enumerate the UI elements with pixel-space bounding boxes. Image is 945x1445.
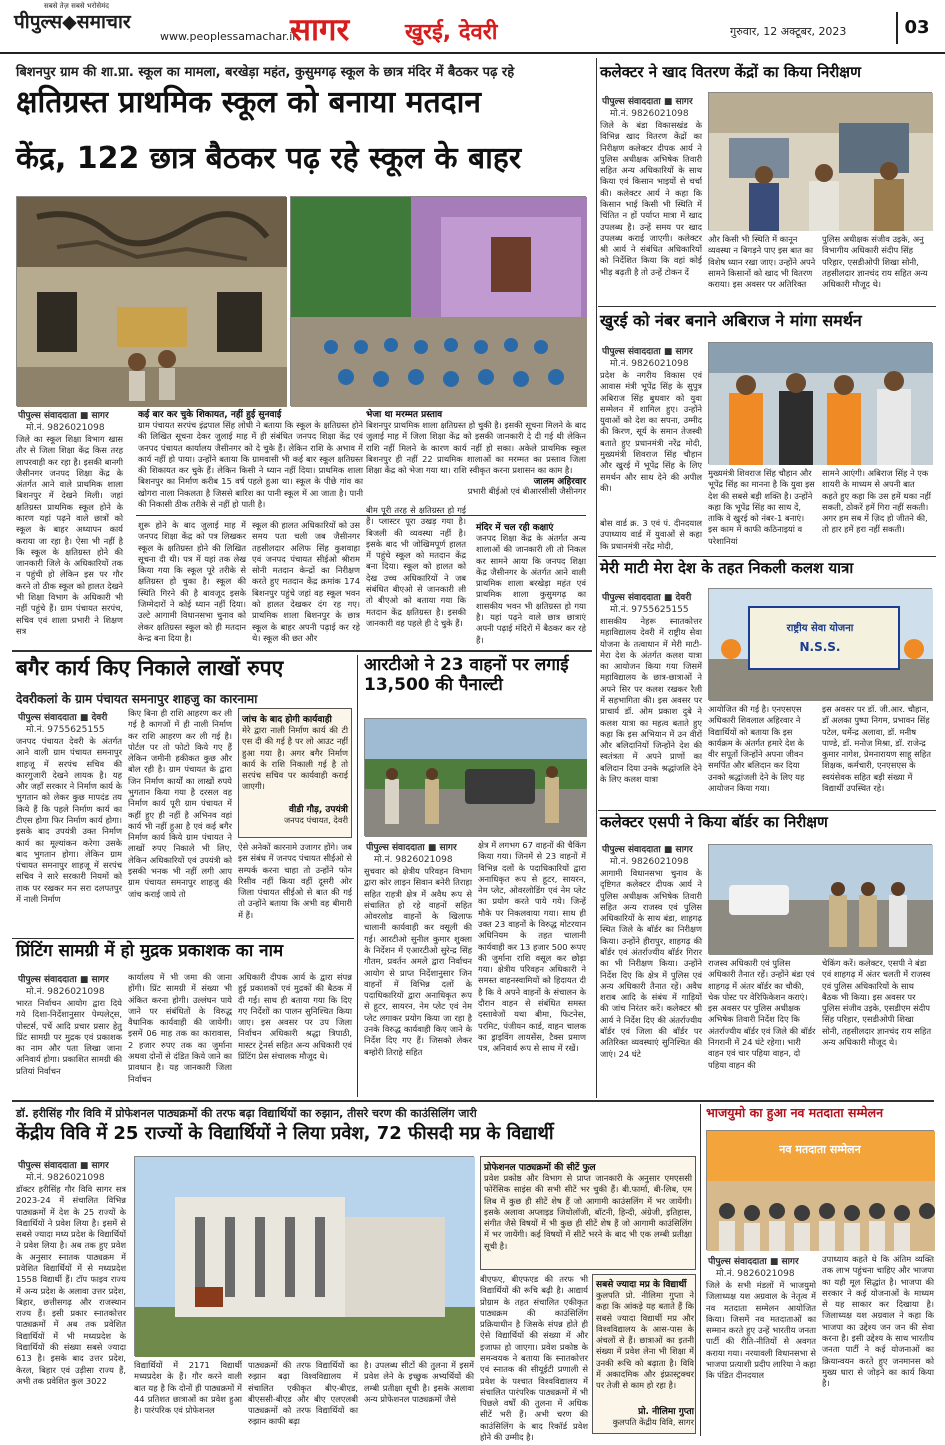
univ-kicker: डॉ. हरीसिंह गौर विवि में प्रोफेशनल पाठ्यक्रमों की तरफ बढ़ा विद्यार्थियों का रुझान, तीसरे चरण की काउंसिलिंग जारी bbox=[16, 1107, 477, 1120]
column-rule-rto bbox=[357, 655, 358, 1097]
border-mobile: मो.नं. 9826021098 bbox=[610, 857, 689, 867]
students-outside-photo bbox=[290, 196, 586, 406]
mati-col-1: शासकीय नेहरू स्नातकोत्तर महाविद्यालय देवरी में राष्ट्रीय सेवा योजना के तत्वाधान में मेरी माटी-मेरा देश के अंतर्गत कलश यात्रा का आयोजन किया गया जिसमें महाविद्यालय के छात्र-छात्राओं ने अपने सिर पर कलश रखकर रैली में सहभागिता की। इस अवसर पर प्राचार्य डॉ. ओम प्रकाश दुबे ने कलश यात्रा का महत्व बताते हुए कहा कि इस अभियान में उन वीरों और बलिदानियों जिन्होंने देश की स्वतंत्रता में अपने प्राणों का बलिदान दिया उनके श्रद्धांजलि देने के लिए कलश यात्रा bbox=[600, 616, 702, 784]
univ-headline: केंद्रीय विवि में 25 राज्यों के विद्यार्थियों ने लिया प्रवेश, 72 फीसदी मप्र के विद्यार्थी bbox=[16, 1123, 554, 1144]
bhajyumo-mobile: मो.नं. 9826021098 bbox=[716, 1269, 795, 1279]
border-headline: कलेक्टर एसपी ने किया बॉर्डर का निरीक्षण bbox=[600, 813, 828, 831]
rto-col-2: क्षेत्र में लगभग 67 वाहनों की चैकिंग किया गया। जिनमें से 23 वाहनों में विभिन्न दलों के पदाधिकारियों द्वारा अनाधिकृत रूप से हूटर, सायरन, नेम प्लेट, ओवरलोडिंग एवं नेम प्लेट का प्रयोग करते पाये गये। जिन्हें मौके पर निकलवाया गया। साथ ही उक्त 23 वाहनों के विरुद्ध मोटरयान अधिनियम के तहत चालानी कार्यवाही कर 13 हजार 500 रूपए की जुर्माना राशि वसूल कर छोड़ा गया। क्षेत्रीय परिवहन अधिकारी ने समस्त वाहनस्वामियों को हिदायत दी है कि वे अपने वाहनों के संचालन के दौरान वाहन से संबंधित समस्त दस्तावेजों यथा बीमा, फिटनेस, परमिट, पंजीयन कार्ड, वाहन चालक का ड्राइविंग लायसेंस, टैक्स प्रमाण पत्र, अनिवार्य रूप से साथ में रखें। bbox=[478, 840, 586, 1054]
page-number: 03 bbox=[896, 12, 936, 44]
border-col-1: आगामी विधानसभा चुनाव के दृष्टिगत कलेक्टर दीपक आर्य ने पुलिस अधीक्षक अभिषेक तिवारी सहित अन्य राजस्व एवं पुलिस अधिकारियों के साथ बंडा, शाहगढ़ स्थित जिले के बॉर्डर का निरीक्षण किया। उन्होंने हीरापुर, शाहगढ़ की बॉर्डर एवं अंतर्राज्यीय बॉर्डर गिरार का भी निरीक्षण किया। उन्होंने निर्देश दिए कि क्षेत्र में पुलिस एवं अन्य अधिकारी तैनात रहें। अवैध शराब आदि के संबंध में गाड़ियों की जांच निरंतर करें। कलेक्टर श्री आर्य ने निर्देश दिए की अंतर्राज्यीय बॉर्डर एवं जिला की बॉर्डर पर अतिरिक्त व्यवस्थाएं सुनिश्चित की जाएं। 24 घंटे bbox=[600, 868, 702, 1059]
lead-kicker: बिशनपुर ग्राम की शा.प्रा. स्कूल का मामला, बरखेड़ा महंत, कुसुमगढ़ स्कूल के छात्र मंदिर में बैठकर पढ़ रहे bbox=[16, 65, 515, 80]
khurai-event-photo bbox=[708, 342, 932, 464]
masthead bbox=[0, 0, 945, 54]
rto-byline-text: पीपुल्स संवाददाता ■ सागर bbox=[366, 843, 457, 853]
lead-quote-name: जालम अहिरवार bbox=[533, 477, 586, 487]
univ-col-4: है। उपलब्ध सीटों की तुलना में इसमें प्रवेश लेने के इच्छुक अभ्यर्थियों की लम्बी प्रतीक्षा सूची है। इसके अलावा अन्य प्रोफेशनल पाठ्यक्रमों जैसे bbox=[364, 1360, 474, 1404]
lead-col-3b: बीम पूरी तरह से क्षतिग्रस्त हो गई हैं। प्लास्टर पूरा उखड़ गया है। बिजली की व्यवस्था नहीं है। इसके बाद भी जोखिमपूर्ण हालत में पहुंचे स्कूल को मतदान केंद्र बना दिया। स्कूल को हालत को देख उच्च अधिकारियों ने जब संबंधित बीएओ से जानकारी ली तो बीएओ को बताया गया कि मतदान केंद्र क्षतिग्रस्त है। इसकी जानकारी वह पहले ही दे चुके हैं। bbox=[366, 505, 466, 628]
khad-headline: कलेक्टर ने खाद वितरण केंद्रों का किया निरीक्षण bbox=[600, 63, 861, 81]
website: www.peoplessamachar.in bbox=[160, 30, 300, 43]
section-divider-4 bbox=[598, 556, 936, 557]
khad-byline-text: पीपुल्स संवाददाता ■ सागर bbox=[602, 97, 693, 107]
rto-checking-photo bbox=[364, 718, 586, 836]
section-divider-2 bbox=[12, 938, 354, 939]
lead-col-2c: स्कूल की हालत अधिकारियों को उस समय पता चली जब जैसीनगर तहसीलदार अलिफ सिंह कुशवाहा एवं जनपद पंचायत सीईओ श्रीराम सोनी मतदान केन्द्रों का निरीक्षण करते हुए मतदान केंद्र क्रमांक 174 बिशनपुर पहुंचे जहां वह स्कूल भवन को हालत देखकर दंग रह गए। प्राथमिक शाला बिशनपुर के छात्र स्कूल के बाहर अपनी पढ़ाई कर रहे थे। स्कूल की छत और bbox=[252, 520, 360, 643]
edition-city: सागर bbox=[290, 12, 350, 48]
border-inspection-photo bbox=[708, 844, 932, 954]
univ-mobile: मो.नं. 9826021098 bbox=[26, 1173, 105, 1183]
section-divider-bottom bbox=[12, 1100, 934, 1102]
bagair-mobile: मो.नं. 9755625155 bbox=[26, 725, 105, 735]
column-rule-right bbox=[596, 58, 597, 1098]
border-caption-2: चेकिंग करें। कलेक्टर, एसपी ने बंडा एवं शाहगढ़ में अंतर चलती में राजस्व एवं पुलिस अधिकारियों के साथ बैठक भी किया। इस अवसर पर पुलिस संजीव उइके, एसडीएम संदीप सिंह परिहार, एसडीओपी शिखा सोनी, तहसीलदार ज्ञानचंद राय सहित अन्य अधिकारी मौजूद थे। bbox=[822, 958, 932, 1047]
bhajyumo-headline: भाजयुमो का हुआ नव मतदाता सम्मेलन bbox=[706, 1105, 884, 1120]
bhajyumo-col-1: जिले के सभी मंडलों में भाजयुमो जिलाध्यक्ष यश अग्रवाल के नेतृत्व में नव मतदाता सम्मेलन आयोजित किया। जिसमें नव मतदाताओं का सम्मान करते हुए उन्हें भारतीय जनता पार्टी की रीति-नीतियों से अवगत कराया गया। नरयावली विधानसभा से भाजपा प्रत्याशी प्रदीप लारिया ने कहा कि पंडित दीनदयाल bbox=[706, 1280, 816, 1381]
univ-quote-role: कुलपति केंद्रीय विवि, सागर bbox=[612, 1417, 694, 1427]
khurai-mobile: मो.नं. 9826021098 bbox=[610, 359, 689, 369]
newspaper-logo bbox=[14, 2, 131, 34]
univ-box-2: कुलपति प्रो. नीलिमा गुप्ता ने कहा कि आंकड़े यह बताते हैं कि सबसे ज्यादा विद्यार्थी मप्र और विश्वविद्यालय के आस-पास के अंचलों से हैं। छात्राओं का इतनी संख्या में प्रवेश लेना भी शिक्षा में उनकी रूचि को बढ़ाता है। विवि में अकादमिक और इंफ्रास्ट्रक्चर पर तेजी से काम हो रहा है। bbox=[596, 1290, 694, 1391]
khad-caption-2: पुलिस अधीक्षक संजीव उइके, अनु विभागीय अधिकारी संदीप सिंह परिहार, एसडीओपी शिखा सोनी, तहसीलदार ज्ञानचंद राय सहित अन्य अधिकारी मौजूद थे। bbox=[822, 234, 928, 290]
mati-headline: मेरी माटी मेरा देश के तहत निकली कलश यात्रा bbox=[600, 559, 854, 577]
bagair-headline: बगैर कार्य किए निकाले लाखों रुपए bbox=[16, 656, 284, 680]
bagair-box-text: मेरे द्वारा नाली निर्माण कार्य की टी एस दी की गई है पर लो आउट नहीं हुआ गया है। अगर बगैर निर्माण कार्य के राशि निकाली गई है तो सरपंच सचिव पर कार्यवाही कराई जाएगी। bbox=[242, 725, 348, 792]
printing-headline: प्रिंटिंग सामग्री में हो मुद्रक प्रकाशक का नाम bbox=[16, 941, 284, 961]
rto-headline: आरटीओ ने 23 वाहनों पर लगाई 13,500 की पैनाल्टी bbox=[364, 655, 569, 695]
khurai-col-1b: बोस वार्ड क्र. 3 एवं पं. दीनदयाल उपाध्याय वार्ड में युवाओं से कहा कि प्रधानमंत्री नरेंद्र मोदी, bbox=[600, 518, 702, 551]
lead-col-3: बिशनपुर प्राथमिक शाला क्षतिग्रस्त हो चुकी है। इसकी सूचना मिलने के बाद जुलाई माह में जिला शिक्षा केंद्र को इसकी जानकारी दे दी गई थी लेकिन राशि नहीं मिलने के कारण कार्य नहीं हो सका। अकेले प्राथमिक स्कूल बिशनपुर ही नहीं 22 प्राथमिक शालाओं का मरम्मत का प्रस्ताव जिला शिक्षा केंद्र को भेजा गया था। राशि स्वीकृत करना प्रशासन का काम है। bbox=[366, 420, 586, 476]
section-divider-3 bbox=[598, 306, 936, 307]
printing-byline-text: पीपुल्स संवाददाता ■ सागर bbox=[18, 975, 109, 985]
printing-mobile: मो.नं. 9826021098 bbox=[26, 987, 105, 997]
rto-mobile: मो.नं. 9826021098 bbox=[374, 855, 453, 865]
column-rule-bottom bbox=[700, 1104, 701, 1436]
univ-quote-name: प्रो. नीलिमा गुप्ता bbox=[638, 1407, 694, 1417]
univ-col-3: पाठ्यक्रमों की तरफ विद्यार्थियों का रुझान बढ़ा विश्वविद्यालय में संचालित एकीकृत बीए-बीएड, बीएससी-बीएड और बीए एलएलबी पाठ्यक्रमों को तरफ विद्यार्थियों का रुझान काफी बढ़ा bbox=[248, 1360, 358, 1427]
printing-col-2: कार्यालय में भी जमा की जाना होंगी। प्रिंट सामग्री में संख्या भी अंकित करना होगी। उल्लंघन पाये जाने पर संबंधितों के विरुद्ध वैधानिक कार्यवाही की जायेगी। इसमें 06 माह तक का कारावास, 2 हजार रुपए तक का जुर्माना अथवा दोनों से दंडित किये जाने का प्रावधान है। यह जानकारी जिला निर्वाचन bbox=[128, 972, 232, 1084]
bhajyumo-banner: नव मतदाता सम्मेलन bbox=[779, 1143, 861, 1156]
edition-date: गुरुवार, 12 अक्टूबर, 2023 bbox=[730, 25, 847, 38]
bagair-box-name: वीडी गौड़, उपयंत्री bbox=[289, 805, 348, 815]
border-caption-1: राजस्व अधिकारी एवं पुलिस अधिकारी तैनात रहें। उन्होंने बंडा एवं शाहगढ़ में अंतर बॉर्डर का चौकी, चेक पोस्ट पर वेरिफिकेशन कराएं। इस अवसर पर पुलिस अधीक्षक अभिषेक तिवारी निर्देश दिए कि अंतर्राज्यीय बॉर्डर एवं जिले की बॉर्डर निगरानी में 24 घंटे रहेगा। भारी वाहन एवं चार पहिया वाहन, दो पहिया वाहन की bbox=[708, 958, 816, 1070]
lead-quote-role: प्रभारी बीईओ एवं बीआरसीसी जैसीनगर bbox=[467, 486, 586, 496]
university-building-photo bbox=[134, 1156, 474, 1356]
khurai-headline: खुरई को नंबर बनाने अबिराज ने मांगा समर्थन bbox=[600, 311, 862, 330]
khurai-col-1: प्रदेश के नगरीय विकास एवं आवास मंत्री भूपेंद्र सिंह के सुपुत्र अबिराज सिंह बुधवार को युवा सम्मेलन में शामिल हुए। उन्होंने युवाओं को देश का सपना, उम्मीद की किरण, सूर्य के समान तेजस्वी बताते हुए प्रधानमंत्री नरेंद्र मोदी, मुख्यमंत्री शिवराज सिंह चौहान और खुरई में भूपेंद्र सिंह के लिए समर्थन और साथ देने की अपील की। bbox=[600, 370, 702, 493]
univ-sub-2: सबसे ज्यादा मप्र के विद्यार्थी bbox=[596, 1280, 687, 1290]
bhajyumo-col-2: उपाध्याय कहते थे कि अंतिम व्यक्ति तक लाभ पहुंचना चाहिए और भाजपा का यही मूल सिद्धांत है। भाजपा की सरकार ने कई योजनाओं के माध्यम से यह साकार कर दिखाया है। जिलाध्यक्ष यश अग्रवाल ने कहा कि भाजपा का उद्देश्य जन जन की सेवा करना है। इसी उद्देश्य के साथ भारतीय जनता पार्टी ने कई योजनाओं का क्रियान्वयन करते हुए जनमानस को मुख्य धारा से जोड़ने का कार्य किया है। bbox=[822, 1254, 934, 1389]
khad-inspection-photo bbox=[708, 92, 932, 230]
section-divider-5 bbox=[598, 810, 936, 811]
logo-text: पीपुल्स◆समाचार bbox=[14, 11, 131, 33]
khad-caption-1: और किसी भी स्थिति में कानून व्यवस्था न बिगड़ने पाए इस बात का विशेष ध्यान रखा जाए। उन्होंने अपने सामने किसानों को खाद भी वितरण कराया। इस अवसर पर अतिरिक्त bbox=[708, 234, 816, 290]
lead-divider bbox=[136, 515, 586, 516]
rto-col-1: सुचवार को क्षेत्रीय परिवहन विभाग द्वारा कोर लाइन सिवान बनेरी तिराहा सहित राहत्री क्षेत्र में अवैध रूप से संचालित हो रहे वाहनों सहित ओवरलोड वाहनों के खिलाफ चालानी कार्यवाही कर वसूली की गई। आरटीओ सुनील कुमार शुक्ला के निर्देशन में एआरटीओ सुरेन्द्र सिंह गौतम, प्रवर्तन अमले द्वारा निर्वाचन आयोग से प्राप्त निर्देशानुसार जिन वाहनों में विभिन्न दलों के पदाधिकारियों द्वारा अनाधिकृत रूप से हूटर, सायरन, नेम प्लेट एवं नेम प्लेट लगाकर प्रयोग किया जा रहा है उनके विरुद्ध कार्यवाही किए जाने के निर्देश दिए गए हैं। जिसको लेकर बम्होरी तिराहे सहित bbox=[364, 866, 472, 1057]
univ-byline-text: पीपुल्स संवाददाता ■ सागर bbox=[18, 1161, 109, 1171]
printing-col-3: अधिकारी दीपक आर्य के द्वारा संपन्न हुई प्रकाशकों एवं मुद्रकों की बैठक में दी गई। साथ ही बताया गया कि दिए गए निर्देशों का पालन सुनिश्चित किया जाए। इस अवसर पर उप जिला निर्वाचन अधिकारी श्रद्धा त्रिपाठी, मास्टर ट्रेनर्स सहित अन्य अधिकारी एवं प्रिंटिंग प्रेस संचालक मौजूद थे। bbox=[238, 972, 352, 1061]
lead-headline-2: केंद्र, 122 छात्र बैठकर पढ़ रहे स्कूल के बाहर bbox=[16, 141, 522, 176]
border-byline-text: पीपुल्स संवाददाता ■ सागर bbox=[602, 845, 693, 855]
bagair-subhead: देवरीकलां के ग्राम पंचायत समनापुर शाहजु का कारनामा bbox=[16, 692, 258, 706]
univ-box-1: प्रवेश प्रकोष्ठ और विभाग से प्राप्त जानकारी के अनुसार एमएससी फोरेंसिक साइंस की सभी सीटें भर चुकी हैं। बी.फार्मा, बी-लिब, एम लिब में कुछ ही सीटें शेष हैं जो आगामी काउंसलिंग में भर जायेंगी। इसके अलावा अप्लाइड जियोलॉजी, बॉटनी, हिन्दी, अंग्रेजी, इतिहास, संगीत जैसे विषयों में भी कुछ ही सीटें शेष हैं जो आगामी काउंसिलिंग में भर जायेंगी। कई विषयों में सीटें भरने के बाद भी एक लम्बी प्रतीक्षा सूची है। bbox=[484, 1173, 692, 1251]
mati-caption-2: इस अवसर पर डॉ. जी.आर. चौहान, डॉ अलका पुष्पा निगम, प्रभावन सिंह पटेल, धर्मेन्द्र अलावा, डॉ. मनीष पाण्डे, डॉ. मनोज मिश्रा, डॉ. राजेन्द्र कुमार नागेश, प्रेमनारायण साहू सहित शिक्षक, कर्मचारी, एनएसएस के स्वयंसेवक सहित बड़ी संख्या में विद्यार्थी उपस्थित रहे। bbox=[822, 704, 931, 793]
damaged-school-photo bbox=[16, 196, 286, 406]
univ-col-2: विद्यार्थियों में 2171 विद्यार्थी मध्यप्रदेश के हैं। गौर करने वाली बात यह है कि दोनों ही पाठ्यक्रमों में 44 प्रतिशत छात्राओं का प्रवेश हुआ है। पारंपरिक एवं प्रोफेशनल bbox=[134, 1360, 242, 1416]
bagair-box-role: जनपद पंचायत, देवरी bbox=[283, 815, 348, 825]
lead-sub-3: मंदिर में चल रही कक्षाएं bbox=[476, 523, 554, 533]
khurai-caption-2: सामने आएंगी। अबिराज सिंह ने एक शायरी के माध्यम से अपनी बात कहते हुए कहा कि उस हमें थका नहीं सकती, ठोकरें हमें गिरा नहीं सकती। अगर हम सब में ज़िद हो जीतने की, तो हार हमें हरा नहीं सकती। bbox=[822, 468, 931, 535]
lead-col-3c: जनपद शिक्षा केंद्र के अंतर्गत अन्य शालाओं की जानकारी ली तो निकल कर सामने आया कि जनपद शिक्षा केंद्र जैसीनगर के अंतर्गत आने वाली प्राथमिक शाला बरखेड़ा महंत एवं प्राथमिक शाला कुसुमगढ़ का शासकीय भवन भी क्षतिग्रस्त हो गया है। यहां पढ़ने वाले छात्र छात्राएं अपनी पढ़ाई मंदिरों में बैठकर कर रहे हैं। bbox=[476, 533, 586, 645]
bagair-byline-text: पीपुल्स संवाददाता ■ देवरी bbox=[18, 713, 108, 723]
lead-sub-2: भेजा था मरम्मत प्रस्ताव bbox=[366, 410, 443, 420]
edition-subcity: खुरई, देवरी bbox=[405, 20, 498, 45]
khurai-caption-1: मुख्यमंत्री शिवराज सिंह चौहान और भूपेंद्र सिंह का मानना है कि युवा इस देश की सबसे बड़ी शक्ति है। उन्होंने कहा कि भूपेंद्र सिंह का साथ दें, ताकि वे खुरई को नंबर-1 बनाएं। इस काम में काफी कठिनाइयां व परेशानियां bbox=[708, 468, 815, 546]
printing-col-1: भारत निर्वाचन आयोग द्वारा दिये गये दिशा-निर्देशानुसार पेम्पलेट्स, पोस्टर्स, पर्चे आदि प्रचार प्रसार हेतु प्रिंट सामग्री पर मुद्रक एवं प्रकाशक का नाम और पता लिखा जाना अनिवार्य होगा। प्रकाशित सामग्री की प्रतियां निर्वाचन bbox=[16, 998, 122, 1076]
lead-mobile: मो.नं. 9826021098 bbox=[26, 423, 105, 433]
lead-byline-text: पीपुल्स संवाददाता ■ सागर bbox=[18, 411, 109, 421]
mati-mobile: मो.नं. 9755625155 bbox=[610, 605, 689, 615]
khad-col-1: जिले के बंडा विकासखंड के विभिन्न खाद वितरण केंद्रों का निरीक्षण कलेक्टर दीपक आर्य ने पुलिस अधीक्षक अभिषेक तिवारी सहित अन्य अधिकारियों के साथ किया एवं किसान भाइयों से चर्चा की। कलेक्टर आर्य ने कहा कि किसान भाई किसी भी स्थिति में चिंतित न हों पर्याप्त मात्रा में खाद उपलब्ध है। उन्हें समय पर खाद उपलब्ध कराई जाएगी। कलेक्टर श्री आर्य ने संबंधित अधिकारियों को निर्देशित किया कि वहां कोई भीड़ बढ़ती है तो उन्हें टोकन दें bbox=[600, 120, 702, 277]
bagair-col-2: किए बिना ही राशि आहरण कर ली गई है कागजों में ही नाली निर्माण कर राशि आहरण कर ली गई है। पोर्टल पर तो फोटो किये गए हैं लेकिन जमीनी हकीकत कुछ और बोल रही है। ग्राम पंचायत के द्वारा जिन निर्माण कार्यों का लाखों रुपये भुगतान किया गया है दरसल वह निर्माण कार्य पूरी ग्राम पंचायत में कहीं हुए ही नहीं है अभिनव वहां कार्य भी नहीं हुआ है एवं कई बगैर निर्माण कार्य किये ग्राम पंचायत ने लाखों रुपए निकाले भी लिए, लेकिन अधिकारियों एवं उपयंत्री को इसकी भनक भी नहीं लगी आप ग्राम पंचायत समनापुर शाहजु की जांच कराई जाये तो bbox=[128, 708, 232, 899]
bhajyumo-byline-text: पीपुल्स संवाददाता ■ सागर bbox=[708, 1257, 799, 1267]
univ-col-1: डॉक्टर हरीसिंह गौर विवि सागर सत्र 2023-24 में संचालित विभिन्न पाठ्यक्रमों में देश के 25 राज्यों के विद्यार्थियों ने प्रवेश लिया है। इसमें से सबसे ज्यादा मध्य प्रदेश के विद्यार्थियों ने प्रवेश लिया है। अब तक हुए प्रवेश के अनुसार स्नातक पाठ्यक्रम में प्रवेशित विद्यार्थियों में से मध्यप्रदेश 1558 विद्यार्थी हैं। टॉप फाइव राज्य में अन्य प्रदेश के अलावा उत्तर प्रदेश, बिहार, छत्तीसगढ़ और राजस्थान राज्य हैं। इसी प्रकार स्नातकोत्तर पाठ्यक्रमों में अब तक प्रवेशित विद्यार्थियों में भी मध्यप्रदेश के विद्यार्थियों की संख्या सबसे ज्यादा 613 है। इसके बाद उत्तर प्रदेश, केरल, बिहार एवं उड़ीसा राज्य हैं, अभी तक प्रवेशित कुल 3022 bbox=[16, 1184, 126, 1386]
nss-banner-title: राष्ट्रीय सेवा योजना bbox=[786, 623, 854, 634]
univ-col-5: बीएफए, बीएफएड की तरफ भी विद्यार्थियों की रूचि बढ़ी है। आद्यार्य प्रोग्राम के तहत संचालित एकीकृत पाठ्यक्रम की काउंसिलिंग प्रक्रियाधीन है जिसके संपन्न होते ही ऐसे विद्यार्थियों की संख्या में और इजाफा हो जाएगा। प्रवेश प्रकोष्ठ के समन्वयक ने बताया कि स्नातकोत्तर एवं स्नातक की सीयूईटी प्रणाली से प्रवेश के पश्चात विश्वविद्यालय में संचालित पारंपरिक पाठ्यक्रमों में भी पिछले वर्षों की तुलना में अधिक सीटें भरी हैं। अभी चरण की काउंसिलिंग के बाद रिकॉर्ड प्रवेश होने की उम्मीद है। bbox=[480, 1274, 588, 1442]
univ-sub-1: प्रोफेशनल पाठ्यक्रमों की सीटें फुल bbox=[484, 1163, 596, 1173]
bagair-col-3: ऐसे अनेकों कारनामे उजागर होंगे। जब इस संबंध में जनपद पंचायत सीईओ से सम्पर्क करना चाहा तो उन्होंने फोन रिसीव नहीं किया वहीं दूसरी ओर जिला पंचायत सीईओ से बात की गई तो उन्होंने बताया कि अभी वह बीमारी में हैं। bbox=[238, 842, 352, 920]
mati-byline-text: पीपुल्स संवाददाता ■ देवरी bbox=[602, 593, 692, 603]
mati-caption-1: आयोजित की गई है। एनएसएस अधिकारी शिवलाल अहिरवार ने विद्यार्थियों को बताया कि इस कार्यक्रम के अंतर्गत हमारे देश के वीर सपूतों जिन्होंने अपना जीवन समर्पित और बलिदान कर दिया उनको श्रद्धांजली देने के लिए यह आयोजन किया गया। bbox=[708, 704, 805, 793]
khad-mobile: मो.नं. 9826021098 bbox=[610, 109, 689, 119]
logo-tagline: सबसे तेज़ सबसे भरोसेमंद bbox=[44, 2, 110, 10]
lead-col-1: जिले का स्कूल शिक्षा विभाग खास तौर से जिला शिक्षा केंद्र किस तरह लापरवाही कर रहा है। इसकी बानगी जैसीनगर जनपद शिक्षा केंद्र के अंतर्गत आने वाले प्राथमिक शाला बिशनपुर में देखने मिली। जहां क्षतिग्रस्त प्राथमिक स्कूल होने के कारण यहां पढ़ने वाले छात्रों को स्कूल के बाहर अध्यापन कार्य कराया जा रहा है। ऐसा भी नहीं है कि स्कूल के क्षतिग्रस्त होने की जानकारी जिले के अधिकारियों तक न पहुंची हो लेकिन इस पर गौर करने तो ठीक स्कूल को हालत देखने भी शिक्षा विभाग के अधिकारी भी नहीं पहुंचे हैं। ग्राम पंचायत सरपंच, सचिव एवं शाला प्रभारी ने शिक्षण सत्र bbox=[16, 434, 123, 636]
lead-sub-1: कई बार कर चुके शिकायत, नहीं हुई सुनवाई bbox=[138, 410, 282, 420]
bagair-col-1: जनपद पंचायत देवरी के अंतर्गत आने वाली ग्राम पंचायत समनापुर शाहजू में सरपंच सचिव की कारगुजारी देखने लायक है। यह और जहाँ सरकार ने निर्माण कार्य के भुगतान को लेकर कुछ मापदंड तय किये हैं कि पहले निर्माण कार्य का टीएस होगा फिर निर्माण कार्य होगा। इसके बाद उपयंत्री उक्त निर्माण कार्य का मूल्यांकन करेगा उसके बाद भुगतान होगा। लेकिन ग्राम पंचायत समनापुर शाहजू में सरपंच सचिव ने सारे सरकारी नियमों को ताक पर रखकर मन सरा दलपतपुर में नाली निर्माण bbox=[16, 736, 122, 904]
section-divider-1 bbox=[12, 650, 592, 652]
lead-headline-1: क्षतिग्रस्त प्राथमिक स्कूल को बनाया मतदान bbox=[16, 85, 482, 120]
nss-banner-acronym: N.S.S. bbox=[799, 640, 841, 654]
khurai-byline-text: पीपुल्स संवाददाता ■ सागर bbox=[602, 347, 693, 357]
lead-col-2b: शुरू होने के बाद जुलाई माह में जनपद शिक्षा केंद्र को पत्र लिखकर स्कूल के क्षतिग्रस्त होने की लिखित सूचना दी थी। पत्र में यहां तक लेख किया गया कि स्कूल पूरे तरीके से क्षतिग्रस्त हो चुका है। स्कूल की स्थिति गिरने की है बावजूद इसके जिम्मेदारों ने कोई ध्यान नहीं दिया। उल्टे आगामी विधानसभा चुनाव को लेकर क्षतिग्रस्त स्कूल को ही मतदान केन्द्र बना दिया है। bbox=[138, 520, 246, 643]
bagair-box-title: जांच के बाद होगी कार्यवाही bbox=[242, 715, 332, 725]
lead-col-2: ग्राम पंचायत सरपंच इंद्रपाल सिंह लोधी ने बताया कि स्कूल के क्षतिग्रस्त होने की लिखित सूचना देकर जुलाई माह में ही संबंधित जनपद शिक्षा केंद्र एवं जनपद पंचायत कार्यालय जैसीनगर को दे चुके हैं। लेकिन राशि के अभाव में कार्य नहीं हो पाया। उन्होंने बताया कि ग्रामवासी भी कई बार स्कूल क्षतिग्रस्त की शिकायत कर चुके हैं। लेकिन किसी ने ध्यान नहीं दिया। प्राथमिक शाला बिशनपुर का निर्माण करीब 15 वर्ष पहले हुआ था। स्कूल के पीछे गांव का खोगरा नाला निकलता है जिससे बारिश का पानी स्कूल में आ जाता है। पानी की निकासी ठीक तरीके से नहीं हो पाती है। bbox=[138, 420, 363, 509]
